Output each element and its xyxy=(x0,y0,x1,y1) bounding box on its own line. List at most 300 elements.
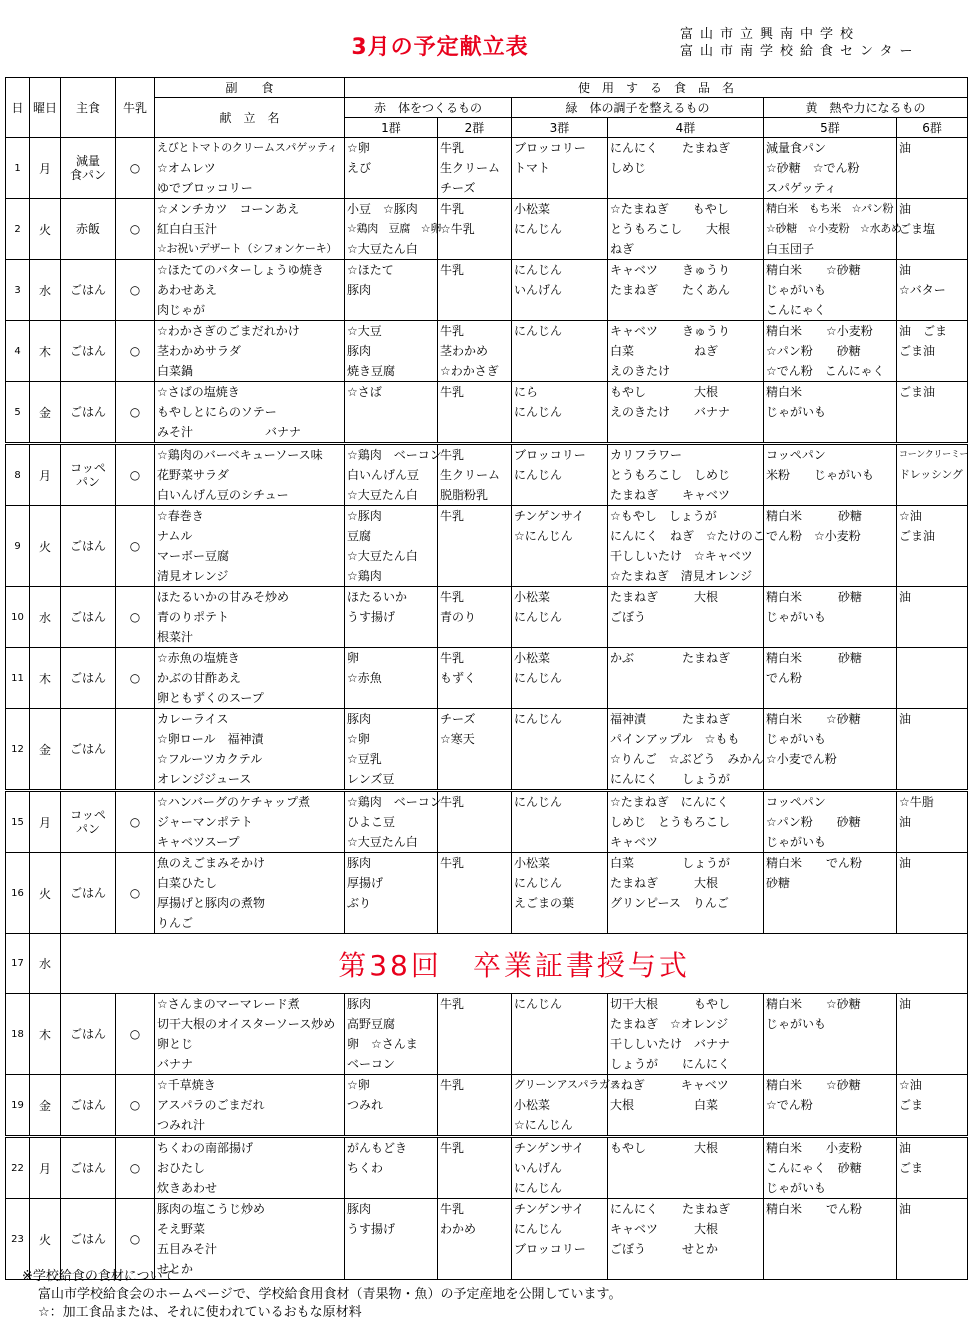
ingredient-item: 大根 白菜 xyxy=(610,1098,719,1112)
menu-item: もやしとにらのソテー xyxy=(157,405,277,419)
ingredient-cell-g5 xyxy=(764,1075,897,1137)
menu-item: 清見オレンジ xyxy=(157,569,229,583)
ingredient-item: カリフラワー xyxy=(610,448,683,462)
ingredient-cell-g3 xyxy=(512,506,608,587)
weekday-cell: 火 xyxy=(30,1199,61,1280)
ingredient-item: ☆砂糖 ☆でん粉 xyxy=(766,161,860,175)
ingredient-cell-g2 xyxy=(438,709,512,791)
day-cell: 19 xyxy=(6,1075,30,1137)
menu-item: そえ野菜 xyxy=(157,1222,206,1236)
menu-body xyxy=(6,138,968,1280)
milk-cell: ○ xyxy=(116,994,155,1075)
ingredient-cell-g5 xyxy=(764,506,897,587)
ingredient-cell-g1 xyxy=(345,444,442,506)
ingredient-item: しょうが にんにく xyxy=(610,1057,731,1071)
ingredient-cell-g1 xyxy=(345,994,438,1075)
ingredient-cell-g3 xyxy=(512,1075,621,1137)
ingredient-item: ☆にんじん xyxy=(514,1118,573,1132)
ingredient-cell-g3 xyxy=(512,709,608,791)
menu-item: 肉じゃが xyxy=(157,303,206,317)
ingredient-item: 豚肉 xyxy=(347,283,372,297)
weekday-cell: 水 xyxy=(30,587,61,648)
ingredient-cell-g4 xyxy=(608,321,764,382)
ingredient-item: ごま xyxy=(899,1098,924,1112)
header-group6: 6群 xyxy=(897,118,968,138)
weekday-cell: 水 xyxy=(30,934,61,994)
ingredient-item: じゃがいも xyxy=(766,732,827,746)
menu-item: バナナ xyxy=(157,1057,194,1071)
ingredient-cell-g6 xyxy=(897,1137,968,1199)
staple-cell: ごはん xyxy=(61,506,116,587)
ingredient-item: 卵 ☆さんま xyxy=(347,1037,418,1051)
header-red: 赤 体をつくるもの xyxy=(345,98,512,118)
ingredient-item: 牛乳 xyxy=(440,509,465,523)
ingredient-item: 白菜 ねぎ xyxy=(610,344,719,358)
ingredient-item: 油 xyxy=(899,590,912,604)
ingredient-item: にんじん xyxy=(514,795,563,809)
milk-cell xyxy=(116,709,155,791)
ingredient-cell-g2 xyxy=(438,444,512,506)
ingredient-item: 豚肉 xyxy=(347,344,372,358)
ingredient-item: レンズ豆 xyxy=(347,772,395,786)
staple-cell: ごはん xyxy=(61,1075,116,1137)
ingredient-item: ☆わかさぎ xyxy=(440,364,499,378)
ingredient-item: にんじん xyxy=(514,1181,563,1195)
milk-cell: ○ xyxy=(116,853,155,934)
ingredient-cell-g5 xyxy=(764,199,902,260)
ingredient-item: 油 xyxy=(899,815,912,829)
weekday-cell: 火 xyxy=(30,199,61,260)
menu-item: ちくわの南部揚げ xyxy=(157,1141,254,1155)
ingredient-item: ☆たまねぎ 清見オレンジ xyxy=(610,569,753,583)
table-row xyxy=(6,934,968,994)
ingredient-item: こんにゃく xyxy=(766,303,826,317)
menu-item: ☆メンチカツ コーンあえ xyxy=(157,202,300,216)
menu-item: えびとトマトのクリームスパゲッティ xyxy=(157,141,338,154)
ingredient-cell-g2 xyxy=(438,648,512,709)
ingredient-item: 豚肉 xyxy=(347,1202,372,1216)
ingredient-item: ☆油 xyxy=(899,509,922,523)
ingredient-item: 白玉団子 xyxy=(766,242,815,256)
ingredient-item: じゃがいも xyxy=(766,405,827,419)
ingredient-cell-g3 xyxy=(512,260,608,321)
ingredient-item: 牛乳 xyxy=(440,141,465,155)
menu-item: ☆千草焼き xyxy=(157,1078,216,1092)
ingredient-cell-g2 xyxy=(438,506,512,587)
ingredient-cell-g5 xyxy=(764,709,897,791)
ingredient-item: 厚揚げ xyxy=(347,876,384,890)
menu-name-cell xyxy=(155,506,345,587)
ingredient-cell-g4 xyxy=(608,260,764,321)
menu-item: ほたるいかの甘みそ炒め xyxy=(157,590,290,604)
ingredient-cell-g2 xyxy=(438,1075,512,1137)
milk-cell: ○ xyxy=(116,506,155,587)
ingredient-item: トマト xyxy=(514,161,551,175)
ingredient-item: ☆ねぎ キャベツ xyxy=(610,1078,729,1092)
milk-cell: ○ xyxy=(116,587,155,648)
ingredient-item: 精白米 砂糖 xyxy=(766,509,863,523)
menu-item: ☆お祝いデザート（シフォンケーキ） xyxy=(157,242,337,255)
ingredient-item: 豚肉 xyxy=(347,997,372,1011)
ingredient-item: ☆寒天 xyxy=(440,732,475,746)
ingredient-cell-g6 xyxy=(897,853,968,934)
ingredient-cell-g6 xyxy=(897,648,968,709)
menu-name-cell xyxy=(155,138,345,199)
ingredient-cell-g4 xyxy=(608,1137,764,1199)
day-cell: 12 xyxy=(6,709,30,791)
ingredient-item: ブロッコリー xyxy=(514,141,586,155)
ingredient-item: うす揚げ xyxy=(347,1222,396,1236)
menu-name-cell xyxy=(155,382,345,444)
header-group4: 4群 xyxy=(608,118,764,138)
weekday-cell: 木 xyxy=(30,994,61,1075)
menu-item: おひたし xyxy=(157,1161,206,1175)
ingredient-item: ブロッコリー xyxy=(514,1242,586,1256)
ingredient-item: 油 xyxy=(899,856,912,870)
header-group5: 5群 xyxy=(764,118,897,138)
ingredient-item: たまねぎ キャベツ xyxy=(610,488,731,502)
ingredient-item: じゃがいも xyxy=(766,835,827,849)
ingredient-cell-g6 xyxy=(897,138,968,199)
day-cell: 4 xyxy=(6,321,30,382)
ingredient-item: ☆大豆たん白 xyxy=(347,242,418,256)
menu-item: 厚揚げと豚肉の煮物 xyxy=(157,896,266,910)
ingredient-item: ねぎ xyxy=(610,242,635,256)
ingredient-item: 精白米 xyxy=(766,385,803,399)
weekday-cell: 火 xyxy=(30,853,61,934)
ingredient-cell-g2 xyxy=(438,138,512,199)
ingredient-cell-g1 xyxy=(345,587,438,648)
staple-cell: ごはん xyxy=(61,587,116,648)
ingredient-item: ☆牛乳 xyxy=(440,222,475,236)
table-row xyxy=(6,587,968,648)
ingredient-item: たまねぎ 大根 xyxy=(610,590,719,604)
ingredient-item: 焼き豆腐 xyxy=(347,364,396,378)
menu-name-cell xyxy=(155,321,345,382)
ingredient-cell-g4 xyxy=(608,853,764,934)
menu-item: ☆卵ロール 福神漬 xyxy=(157,732,264,746)
header-group1: 1群 xyxy=(345,118,438,138)
ingredient-item: 精白米 小麦粉 xyxy=(766,1141,863,1155)
ingredient-cell-g6 xyxy=(897,791,968,853)
ingredient-cell-g1 xyxy=(345,506,438,587)
ingredient-item: 脱脂粉乳 xyxy=(440,488,489,502)
ingredient-cell-g1 xyxy=(345,138,438,199)
header-side: 副 食 xyxy=(155,78,345,98)
day-cell: 3 xyxy=(6,260,30,321)
day-cell: 22 xyxy=(6,1137,30,1199)
milk-cell: ○ xyxy=(116,648,155,709)
ingredient-item: にんじん xyxy=(514,671,563,685)
ingredient-cell-g5 xyxy=(764,791,897,853)
ingredient-item: スパゲッティ xyxy=(766,181,837,195)
ingredient-cell-g2 xyxy=(438,382,512,444)
ingredient-item: 砂糖 xyxy=(766,876,791,890)
menu-item: 卵とじ xyxy=(157,1037,194,1051)
ingredient-item: ☆大豆たん白 xyxy=(347,488,418,502)
ingredient-item: 高野豆腐 xyxy=(347,1017,396,1031)
ingredient-cell-g4 xyxy=(608,444,764,506)
ingredient-item: えごまの葉 xyxy=(514,896,575,910)
ingredient-item: 牛乳 xyxy=(440,651,465,665)
menu-item: アスパラのごまだれ xyxy=(157,1098,265,1112)
header-day: 日 xyxy=(6,78,30,138)
ingredient-item: たまねぎ たくあん xyxy=(610,283,731,297)
day-cell: 11 xyxy=(6,648,30,709)
ingredient-item: コッペパン xyxy=(766,448,826,462)
ingredient-cell-g6 xyxy=(897,1075,968,1137)
ingredient-item: 小松菜 xyxy=(514,590,551,604)
header-green: 緑 体の調子を整えるもの xyxy=(512,98,764,118)
ingredient-item: 牛乳 xyxy=(440,385,465,399)
staple-cell: ごはん xyxy=(61,709,116,791)
ingredient-cell-g4 xyxy=(608,648,764,709)
ingredient-item: 油 xyxy=(899,141,912,155)
ingredient-item: ごま油 xyxy=(899,344,936,358)
table-row xyxy=(6,648,968,709)
ingredient-item: 生クリーム xyxy=(440,161,501,175)
menu-item: ☆フルーツカクテル xyxy=(157,752,263,766)
school-line: 富山市立興南中学校 xyxy=(680,27,861,42)
day-cell: 10 xyxy=(6,587,30,648)
ingredient-item: 小豆 ☆豚肉 xyxy=(347,202,418,216)
ingredient-item: 豆腐 xyxy=(347,529,372,543)
staple-cell: ごはん xyxy=(61,260,116,321)
ingredient-cell-g5 xyxy=(764,994,897,1075)
milk-cell: ○ xyxy=(116,1075,155,1137)
table-row xyxy=(6,791,968,853)
ingredient-cell-g6 xyxy=(897,260,968,321)
ingredient-cell-g3 xyxy=(512,321,608,382)
ingredient-item: 牛乳 xyxy=(440,202,465,216)
ingredient-item: ☆卵 xyxy=(347,732,370,746)
ingredient-item: いんげん xyxy=(514,1161,563,1175)
ingredient-cell-g2 xyxy=(438,853,512,934)
ingredient-cell-g6 xyxy=(897,382,968,444)
menu-table xyxy=(5,77,968,1280)
menu-item: つみれ汁 xyxy=(157,1118,206,1132)
ingredient-item: かぶ たまねぎ xyxy=(610,651,731,665)
ingredient-item: ☆でん粉 xyxy=(766,1098,813,1112)
ingredient-item: 油 xyxy=(899,263,912,277)
ingredient-item: にんにく しょうが xyxy=(610,772,731,786)
ingredient-item: チンゲンサイ xyxy=(514,1141,585,1155)
day-cell: 15 xyxy=(6,791,30,853)
header-weekday: 曜日 xyxy=(30,78,61,138)
weekday-cell: 木 xyxy=(30,648,61,709)
table-row xyxy=(6,994,968,1075)
ingredient-item: たまねぎ 大根 xyxy=(610,876,719,890)
menu-item: かぶの甘酢あえ xyxy=(157,671,242,685)
ingredient-item: 切干大根 もやし xyxy=(610,997,731,1011)
ingredient-cell-g1 xyxy=(345,648,438,709)
ingredient-cell-g3 xyxy=(512,199,608,260)
milk-cell: ○ xyxy=(116,138,155,199)
ingredient-item: ☆鶏肉 ベーコン xyxy=(347,448,442,462)
ingredient-item: にんじん xyxy=(514,263,563,277)
ingredient-item: コッペパン xyxy=(766,795,826,809)
ingredient-item: にんじん xyxy=(514,405,563,419)
ingredient-cell-g1 xyxy=(345,260,438,321)
ingredient-item: ☆りんご ☆ぶどう みかん xyxy=(610,752,764,766)
ingredient-item: 牛乳 xyxy=(440,590,465,604)
ingredient-item: キャベツ xyxy=(610,835,659,849)
header-group2: 2群 xyxy=(438,118,512,138)
ingredient-item: ☆たまねぎ もやし xyxy=(610,202,729,216)
header-staple: 主食 xyxy=(61,78,116,138)
weekday-cell: 水 xyxy=(30,260,61,321)
menu-item: 卵ともずくのスープ xyxy=(157,691,264,705)
ingredient-item: ☆油 xyxy=(899,1078,922,1092)
milk-cell: ○ xyxy=(116,791,155,853)
menu-name-cell xyxy=(155,648,345,709)
ingredient-item: いんげん xyxy=(514,283,563,297)
ingredient-item: 精白米 ☆砂糖 xyxy=(766,263,861,277)
ingredient-cell-g4 xyxy=(608,138,764,199)
ingredient-item: グリーンアスパラガス xyxy=(514,1078,621,1091)
menu-item: 切干大根のオイスターソース炒め xyxy=(157,1017,336,1031)
menu-name-cell xyxy=(155,853,345,934)
ingredient-cell-g4 xyxy=(608,199,764,260)
ingredient-item: チーズ xyxy=(440,712,476,726)
ingredient-cell-g4 xyxy=(608,506,764,587)
ingredient-item: 小松菜 xyxy=(514,651,551,665)
ingredient-item: じゃがいも xyxy=(766,1181,827,1195)
ingredient-item: ☆鶏肉 xyxy=(347,569,382,583)
ingredient-item: じゃがいも xyxy=(766,610,827,624)
ingredient-cell-g1 xyxy=(345,321,438,382)
ingredient-item: にんじん xyxy=(514,324,563,338)
ingredient-cell-g4 xyxy=(608,1199,764,1280)
ingredient-cell-g2 xyxy=(438,791,512,853)
ingredient-item: ☆でん粉 こんにゃく xyxy=(766,364,885,378)
ingredient-item: ☆大豆たん白 xyxy=(347,835,418,849)
ingredient-item: ☆小麦でん粉 xyxy=(766,752,837,766)
school-name xyxy=(680,26,919,60)
ingredient-cell-g2 xyxy=(438,199,512,260)
ingredient-item: えび xyxy=(347,161,372,175)
staple-cell: 赤飯 xyxy=(61,199,116,260)
ingredient-cell-g1 xyxy=(345,791,442,853)
ingredient-cell-g5 xyxy=(764,260,897,321)
day-cell: 17 xyxy=(6,934,30,994)
menu-item: 白いんげん豆のシチュー xyxy=(157,488,289,502)
ingredient-item: ☆卵 xyxy=(347,141,370,155)
ingredient-item: 牛乳 xyxy=(440,448,465,462)
ingredient-item: ☆鶏肉 豆腐 ☆卵 xyxy=(347,222,442,235)
ingredient-item: 豚肉 xyxy=(347,856,372,870)
milk-cell: ○ xyxy=(116,260,155,321)
menu-item: 花野菜サラダ xyxy=(157,468,229,482)
day-cell: 23 xyxy=(6,1199,30,1280)
ingredient-cell-g3 xyxy=(512,994,608,1075)
ingredient-item: ☆ほたて xyxy=(347,263,394,277)
weekday-cell: 月 xyxy=(30,1137,61,1199)
ingredient-item: しめじ xyxy=(610,161,647,175)
menu-item: りんご xyxy=(157,916,194,930)
ingredient-item: ☆大豆 xyxy=(347,324,382,338)
ingredient-item: 茎わかめ xyxy=(440,344,489,358)
ingredient-item: コーンクリーミー xyxy=(899,450,969,460)
header-group3: 3群 xyxy=(512,118,608,138)
table-row xyxy=(6,138,968,199)
ingredient-item: にんじん xyxy=(514,610,563,624)
ingredient-item: キャベツ きゅうり xyxy=(610,263,731,277)
ingredient-item: でん粉 ☆小麦粉 xyxy=(766,529,861,543)
milk-cell: ○ xyxy=(116,321,155,382)
ingredient-cell-g1 xyxy=(345,1075,438,1137)
ingredient-item: もやし 大根 xyxy=(610,385,719,399)
ingredient-cell-g2 xyxy=(438,260,512,321)
ingredient-item: 小松菜 xyxy=(514,1098,551,1112)
ingredient-item: 精白米 ☆砂糖 xyxy=(766,1078,861,1092)
ingredient-item: 牛乳 xyxy=(440,263,465,277)
staple-cell: コッペ パン xyxy=(61,791,116,853)
notes xyxy=(22,1268,621,1322)
weekday-cell: 金 xyxy=(30,709,61,791)
ingredient-item: 牛乳 xyxy=(440,856,465,870)
ingredient-item: ごぼう xyxy=(610,610,647,624)
weekday-cell: 月 xyxy=(30,138,61,199)
menu-item: 紅白白玉汁 xyxy=(157,222,218,236)
table-row xyxy=(6,382,968,444)
day-cell: 5 xyxy=(6,382,30,444)
staple-cell: 減量 食パン xyxy=(61,138,116,199)
menu-item: ☆さんまのマーマレード煮 xyxy=(157,997,300,1011)
menu-item: みそ汁 バナナ xyxy=(157,425,302,439)
ingredient-item: 油 xyxy=(899,202,912,216)
ingredient-cell-g4 xyxy=(608,587,764,648)
weekday-cell: 月 xyxy=(30,791,61,853)
ingredient-item: えのきたけ バナナ xyxy=(610,405,731,419)
menu-item: 白菜鍋 xyxy=(157,364,194,378)
ingredient-item: もやし 大根 xyxy=(610,1141,719,1155)
ingredient-item: わかめ xyxy=(440,1222,477,1236)
menu-item: ☆わかさぎのごまだれかけ xyxy=(157,324,300,338)
ingredient-item: こんにゃく 砂糖 xyxy=(766,1161,862,1175)
ingredient-item: パインアップル ☆もも xyxy=(610,732,740,746)
ingredient-item: ごぼう せとか xyxy=(610,1242,719,1256)
menu-item: オレンジジュース xyxy=(157,772,252,786)
ingredient-item: しめじ とうもろこし xyxy=(610,815,731,829)
ingredient-item: 精白米 でん粉 xyxy=(766,856,863,870)
menu-item: 魚のえごまみそかけ xyxy=(157,856,266,870)
menu-item: ゆでブロッコリー xyxy=(157,181,253,195)
ingredient-cell-g4 xyxy=(608,994,764,1075)
ingredient-item: 油 xyxy=(899,1141,912,1155)
ingredient-cell-g3 xyxy=(512,648,608,709)
ingredient-item: グリンピース りんご xyxy=(610,896,729,910)
ingredient-cell-g2 xyxy=(438,994,512,1075)
ingredient-item: 牛乳 xyxy=(440,795,465,809)
ingredient-item: 精白米 でん粉 xyxy=(766,1202,863,1216)
menu-name-cell xyxy=(155,791,345,853)
menu-item: ☆春巻き xyxy=(157,509,204,523)
ingredient-cell-g3 xyxy=(512,444,608,506)
ingredient-item: チンゲンサイ xyxy=(514,1202,585,1216)
ingredient-item: ☆赤魚 xyxy=(347,671,382,685)
ingredient-cell-g1 xyxy=(345,1137,438,1199)
ingredient-item: 小松菜 xyxy=(514,856,551,870)
ingredient-item: つみれ xyxy=(347,1098,384,1112)
day-cell: 16 xyxy=(6,853,30,934)
table-row xyxy=(6,321,968,382)
menu-name-cell xyxy=(155,444,345,506)
ingredient-item: じゃがいも xyxy=(766,283,827,297)
ingredient-item: ☆さば xyxy=(347,385,382,399)
menu-item: ジャーマンポテト xyxy=(157,815,253,829)
ingredient-cell-g6 xyxy=(897,506,968,587)
